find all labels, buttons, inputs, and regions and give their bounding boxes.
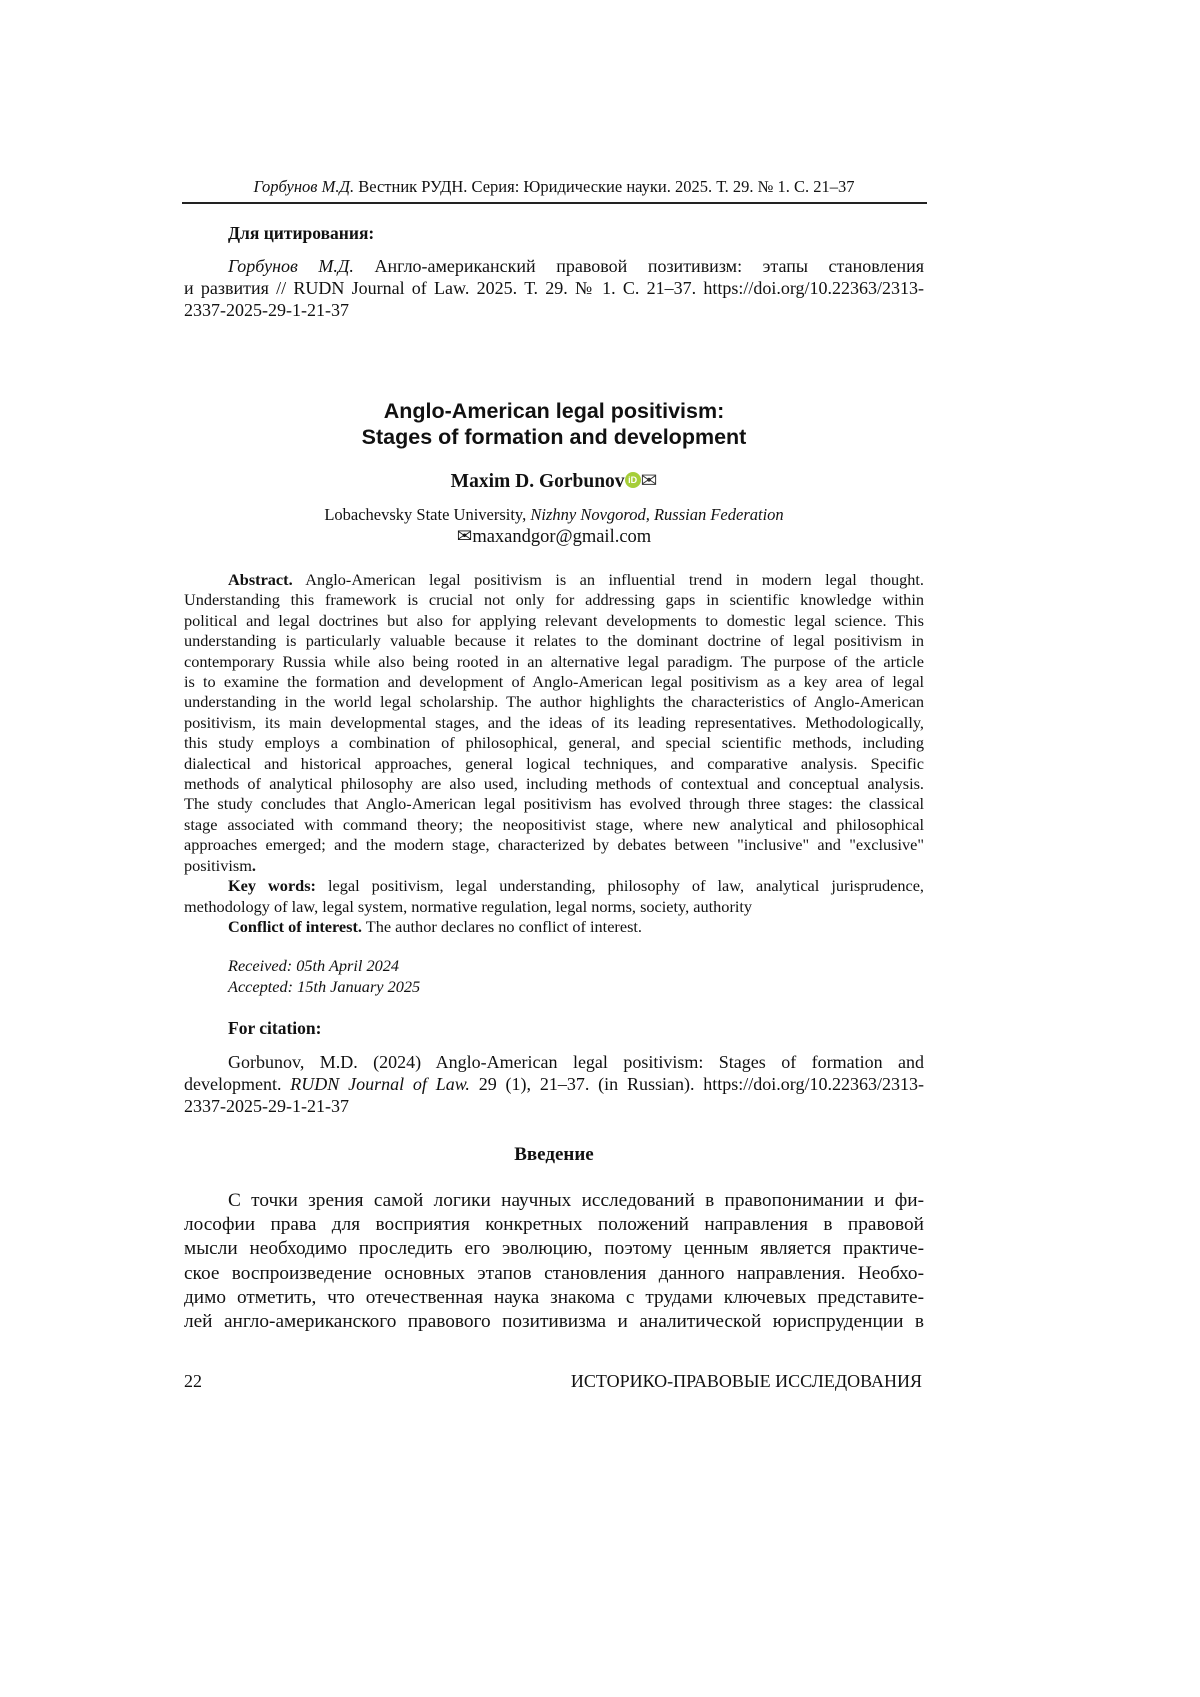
citation-ru-text: Англо-американский правовой позитивизм: этапы становления <box>354 256 924 276</box>
citation-en-text: 29 (1), 21–37. (in Russian). https://doi.org/10.22363/2313- <box>470 1074 924 1094</box>
citation-en-heading: For citation: <box>184 1017 924 1039</box>
affiliation <box>184 504 924 526</box>
header-rule <box>182 202 927 204</box>
abstract-line: understanding is particularly valuable because it relates to the dominant doctrine of legal positivism in <box>184 631 924 651</box>
abstract-line: is to examine the formation and development of Anglo-American legal positivism as a key area of legal <box>184 672 924 692</box>
running-header-author: Горбунов М.Д. <box>253 177 354 196</box>
abstract <box>184 570 924 937</box>
envelope-icon: ✉ <box>457 527 473 547</box>
abstract-line: political and legal doctrines but also for applying relevant developments to domestic legal science. This <box>184 611 924 631</box>
abstract-line: stage associated with command theory; the neopositivist stage, where new analytical and philosophical <box>184 815 924 835</box>
author <box>184 468 924 495</box>
abstract-line: understanding in the world legal scholarship. The author highlights the characteristics of Anglo-American <box>184 692 924 712</box>
introduction-line: лей англо-американского правового позитивизма и аналитической юриспруденции в <box>184 1310 924 1334</box>
page-number: 22 <box>184 1371 202 1391</box>
keywords-text: legal positivism, legal understanding, philosophy of law, analytical jurisprudence, <box>316 876 924 895</box>
abstract-line: approaches emerged; and the modern stage, characterized by debates between "inclusive" and "exclusive" <box>184 835 924 855</box>
keywords-label: Key words: <box>228 876 316 895</box>
conflict-label: Conflict of interest. <box>228 917 362 936</box>
conflict-of-interest <box>184 917 924 937</box>
citation-en-line: Gorbunov, M.D. (2024) Anglo-American legal positivism: Stages of formation and <box>184 1051 924 1073</box>
affiliation-university: Lobachevsky State University, <box>324 505 530 524</box>
keywords-line: methodology of law, legal system, normative regulation, legal norms, society, authority <box>184 897 924 917</box>
abstract-period: . <box>252 856 256 875</box>
introduction-line: лософии права для восприятия конкретных положений направления в правовой <box>184 1213 924 1237</box>
citation-en-line: 2337-2025-29-1-21-37 <box>184 1095 924 1117</box>
orcid-icon[interactable]: iD <box>625 472 641 488</box>
abstract-line: Understanding this framework is crucial not only for addressing gaps in scientific knowledge within <box>184 590 924 610</box>
abstract-text: positivism <box>184 856 252 875</box>
citation-en <box>184 1051 924 1117</box>
email <box>184 525 924 549</box>
introduction-line: мысли необходимо проследить его эволюцию, поэтому ценным является практиче- <box>184 1237 924 1261</box>
author-name: Maxim D. Gorbunov <box>451 471 625 492</box>
abstract-line <box>184 856 924 876</box>
introduction-line: С точки зрения самой логики научных исследований в правопонимании и фи- <box>184 1189 924 1213</box>
citation-ru-line: 2337-2025-29-1-21-37 <box>184 299 924 321</box>
introduction-body <box>184 1189 924 1334</box>
title-line-1: Anglo-American legal positivism: <box>184 398 924 424</box>
dates <box>184 956 968 997</box>
citation-en-heading-block <box>184 1017 924 1039</box>
introduction-line: ское воспроизведение основных этапов становления данного направления. Необхо- <box>184 1262 924 1286</box>
conflict-text: The author declares no conflict of interest. <box>362 917 642 936</box>
abstract-line <box>184 570 924 590</box>
running-header <box>184 176 924 198</box>
accepted-date: Accepted: 15th January 2025 <box>228 977 968 998</box>
citation-en-line <box>184 1073 924 1095</box>
abstract-text: Anglo-American legal positivism is an influential trend in modern legal thought. <box>293 570 924 589</box>
introduction-heading: Введение <box>184 1143 924 1167</box>
citation-ru-line <box>184 255 924 277</box>
citation-ru <box>184 222 924 321</box>
abstract-line: methods of analytical philosophy are also used, including methods of contextual and conceptual analysis. <box>184 774 924 794</box>
envelope-icon[interactable]: ✉ <box>641 470 658 492</box>
received-date: Received: 05th April 2024 <box>228 956 968 977</box>
citation-en-text: development. <box>184 1074 290 1094</box>
citation-en-journal: RUDN Journal of Law. <box>290 1074 470 1094</box>
section-title: ИСТОРИКО-ПРАВОВЫЕ ИССЛЕДОВАНИЯ <box>571 1369 922 1393</box>
abstract-line: contemporary Russia while also being rooted in an alternative legal paradigm. The purpose of the article <box>184 652 924 672</box>
citation-ru-line: и развития // RUDN Journal of Law. 2025. Т. 29. № 1. С. 21–37. https://doi.org/10.22363/2313- <box>184 277 924 299</box>
keywords-line <box>184 876 924 896</box>
abstract-line: positivism, its main developmental stages, and the ideas of its leading representatives. Methodologically, <box>184 713 924 733</box>
citation-ru-author: Горбунов М.Д. <box>228 256 354 276</box>
page-footer <box>184 1369 924 1393</box>
affiliation-location: Nizhny Novgorod, Russian Federation <box>530 505 783 524</box>
abstract-label: Abstract. <box>228 570 293 589</box>
running-header-text: Вестник РУДН. Серия: Юридические науки. 2025. Т. 29. № 1. С. 21–37 <box>354 177 854 196</box>
abstract-line: this study employs a combination of philosophical, general, and special scientific methods, including <box>184 733 924 753</box>
abstract-line: The study concludes that Anglo-American legal positivism has evolved through three stages: the classical <box>184 794 924 814</box>
abstract-line: dialectical and historical approaches, general logical techniques, and comparative analysis. Specific <box>184 754 924 774</box>
email-address[interactable]: maxandgor@gmail.com <box>472 527 651 547</box>
article-title <box>184 398 924 450</box>
citation-ru-heading: Для цитирования: <box>184 222 924 244</box>
introduction-line: димо отметить, что отечественная наука знакома с трудами ключевых представите- <box>184 1286 924 1310</box>
title-line-2: Stages of formation and development <box>184 424 924 450</box>
